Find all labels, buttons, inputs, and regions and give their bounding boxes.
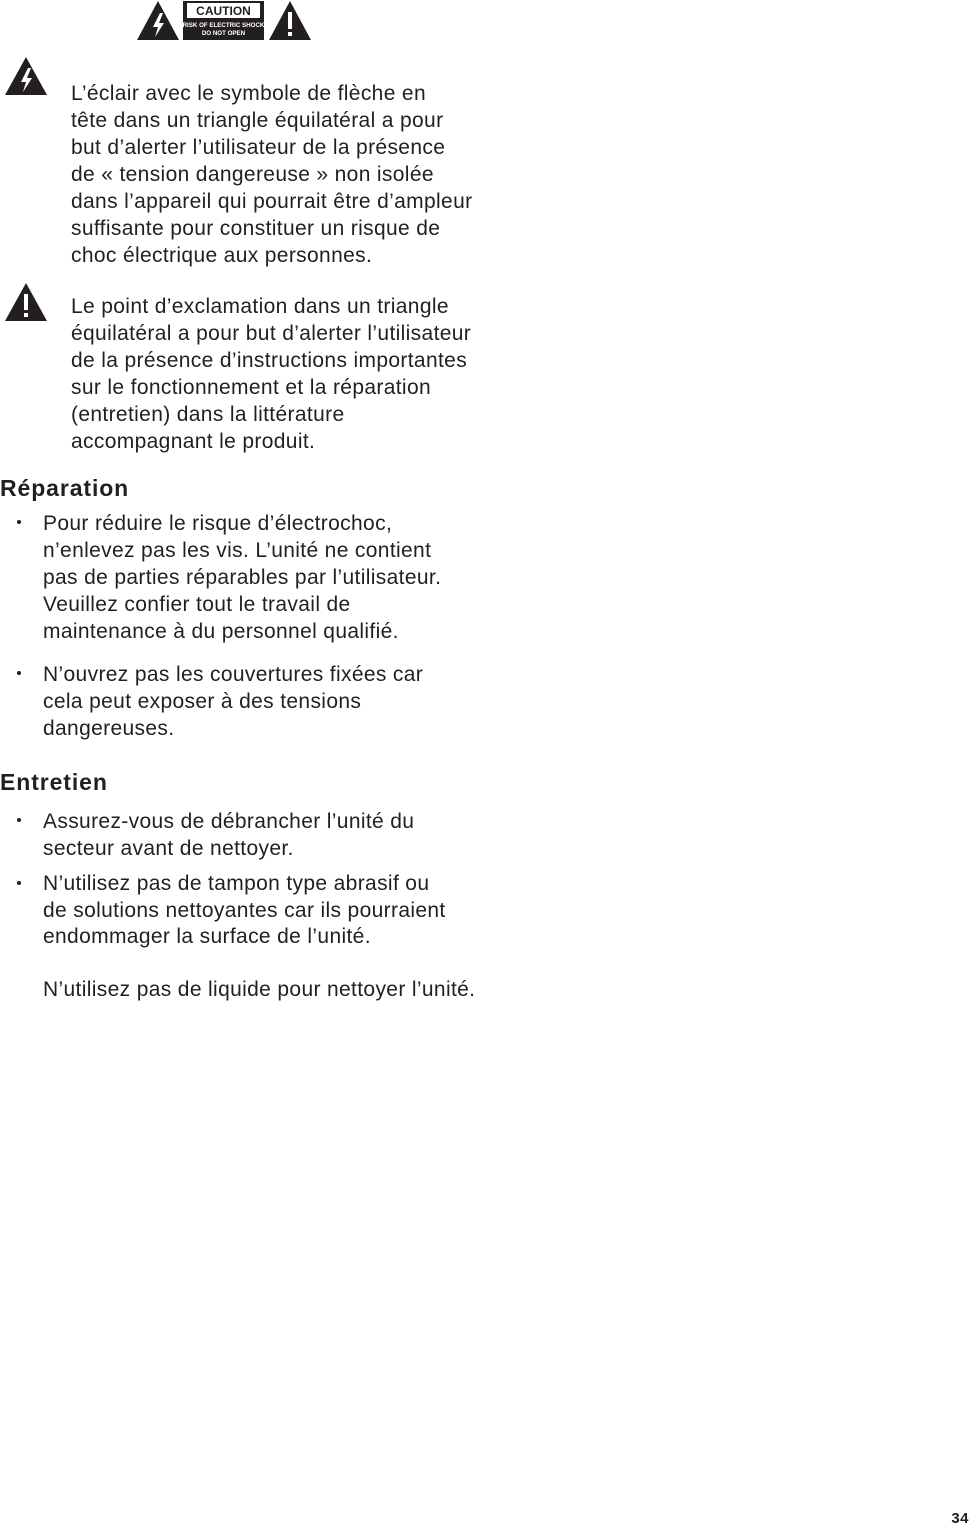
section-heading-entretien: Entretien: [0, 769, 108, 795]
exclamation-triangle-icon: [4, 282, 48, 322]
bullet-icon: [17, 818, 21, 822]
list-item-text: Pour réduire le risque d’électrochoc, n’enlevez pas les vis. L’unité ne contient pas de parties réparables par l’utilisateur. Veuillez confier tout le travail de maintenance à du personnel qualifié.: [43, 512, 442, 643]
list-item-text: N’ouvrez pas les couvertures fixées car cela peut exposer à des tensions dangereuses.: [43, 663, 424, 740]
banner-lightning-icon: [137, 1, 179, 40]
caution-plate-line1: RISK OF ELECTRIC SHOCK: [182, 22, 265, 29]
caution-plate-title: CAUTION: [196, 4, 251, 18]
list-item-text: N’utilisez pas de tampon type abrasif ou de solutions nettoyantes car ils pourraient endommager la surface de l’unité. N’utilisez pas de liquide pour nettoyer l’unité.: [43, 872, 476, 1001]
lightning-symbol-description: L’éclair avec le symbole de flèche en tête dans un triangle équilatéral a pour but d’alerter l’utilisateur de la présence de « tension dangereuse » non isolée dans l’appareil qui pourrait être d’ampleur suffisante pour constituer un risque de choc électrique aux personnes.: [71, 82, 473, 267]
lightning-triangle-icon: [4, 56, 48, 96]
bullet-icon: [17, 671, 21, 675]
exclamation-symbol-description: Le point d’exclamation dans un triangle équilatéral a pour but d’alerter l’utilisateur de la présence d’instructions importantes sur le fonctionnement et la réparation (entretien) dans la littérature accompagnant le produit.: [71, 295, 472, 453]
caution-plate-line2: DO NOT OPEN: [201, 30, 246, 37]
bullet-icon: [17, 520, 21, 524]
caution-banner-graphic: [136, 0, 312, 42]
page-number: 34: [951, 1510, 969, 1527]
bullet-icon: [17, 881, 21, 885]
caution-banner: [136, 0, 312, 42]
list-item-text: Assurez-vous de débrancher l’unité du secteur avant de nettoyer.: [43, 810, 415, 860]
section-heading-reparation: Réparation: [0, 475, 130, 501]
caution-plate: [183, 1, 265, 40]
banner-exclamation-icon: [269, 1, 311, 40]
